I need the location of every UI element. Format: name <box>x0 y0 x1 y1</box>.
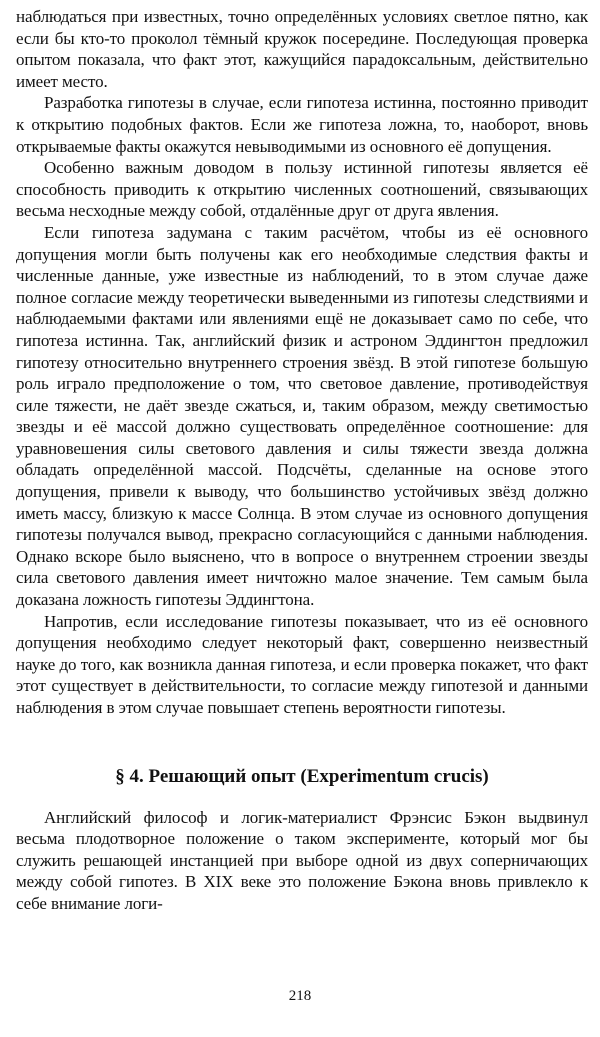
paragraph: Разработка гипотезы в случае, если гипотеза истинна, постоянно приводит к открытию подобных фактов. Если же гипотеза ложна, то, наоборот, вновь открываемые факты окажутся невыводимыми из основного её допущения. <box>16 93 588 156</box>
paragraph: Английский философ и логик-материалист Фрэнсис Бэкон выдвинул весьма плодотворное положение о таком эксперименте, который мог бы служить решающей инстанцией при выборе одной из двух соперничающих между собой гипотез. В XIX веке это положение Бэкона вновь привлекло к себе внимание логи- <box>16 807 588 913</box>
page-number: 218 <box>288 988 312 1004</box>
paragraph: Если гипотеза задумана с таким расчётом, чтобы из её основного допущения могли быть получены как его необходимые следствия факты и численные данные, уже известные из наблюдений, то в этом случае даже полное согласие между теоретически выведенными из гипотезы следствиями и наблюдаемыми фактами или явлениями ещё не доказывает само по себе, что гипотеза истинна. Так, английский физик и астроном Эддингтон предложил гипотезу относительно внутреннего строения звёзд. В этой гипотезе большую роль играло предположение о том, что световое давление, противодействуя силе тяжести, не даёт звезде сжаться, и, таким образом, между светимостью звезды и её массой должно существовать определённое соотношение: для уравновешения силы светового давления и силы тяжести звезда должна обладать определённой массой. Подсчёты, сделанные на основе этого допущения, привели к выводу, что большинство устойчивых звёзд должно иметь массу, близкую к массе Солнца. В этом случае из основного допущения гипотезы получался вывод, прекрасно согласующийся с данными наблюдения. Однако вскоре было выяснено, что в вопросе о внутреннем строении звезды сила светового давления имеет ничтожно малое значение. Тем самым была доказана ложность гипотезы Эддингтона. <box>16 222 588 610</box>
paragraph: Особенно важным доводом в пользу истинной гипотезы является её способность приводить к открытию численных соотношений, связывающих весьма несходные между собой, отдалённые друг от друга явления. <box>16 158 588 221</box>
section-heading: § 4. Решающий опыт (Experimentum crucis) <box>115 765 489 787</box>
paragraph: Напротив, если исследование гипотезы показывает, что из её основного допущения необходимо следует некоторый факт, совершенно неизвестный науке до того, как возникла данная гипотеза, и если проверка покажет, что факт этот существует в действительности, то согласие между гипотезой и данными наблюдения в этом случае повышает степень вероятности гипотезы. <box>16 611 588 717</box>
paragraph-continuation: наблюдаться при известных, точно определённых условиях светлое пятно, как если бы кто-то проколол тёмный кружок посередине. Последующая проверка опытом показала, что факт этот, кажущийся парадоксальным, действительно имеет место. <box>16 7 588 91</box>
